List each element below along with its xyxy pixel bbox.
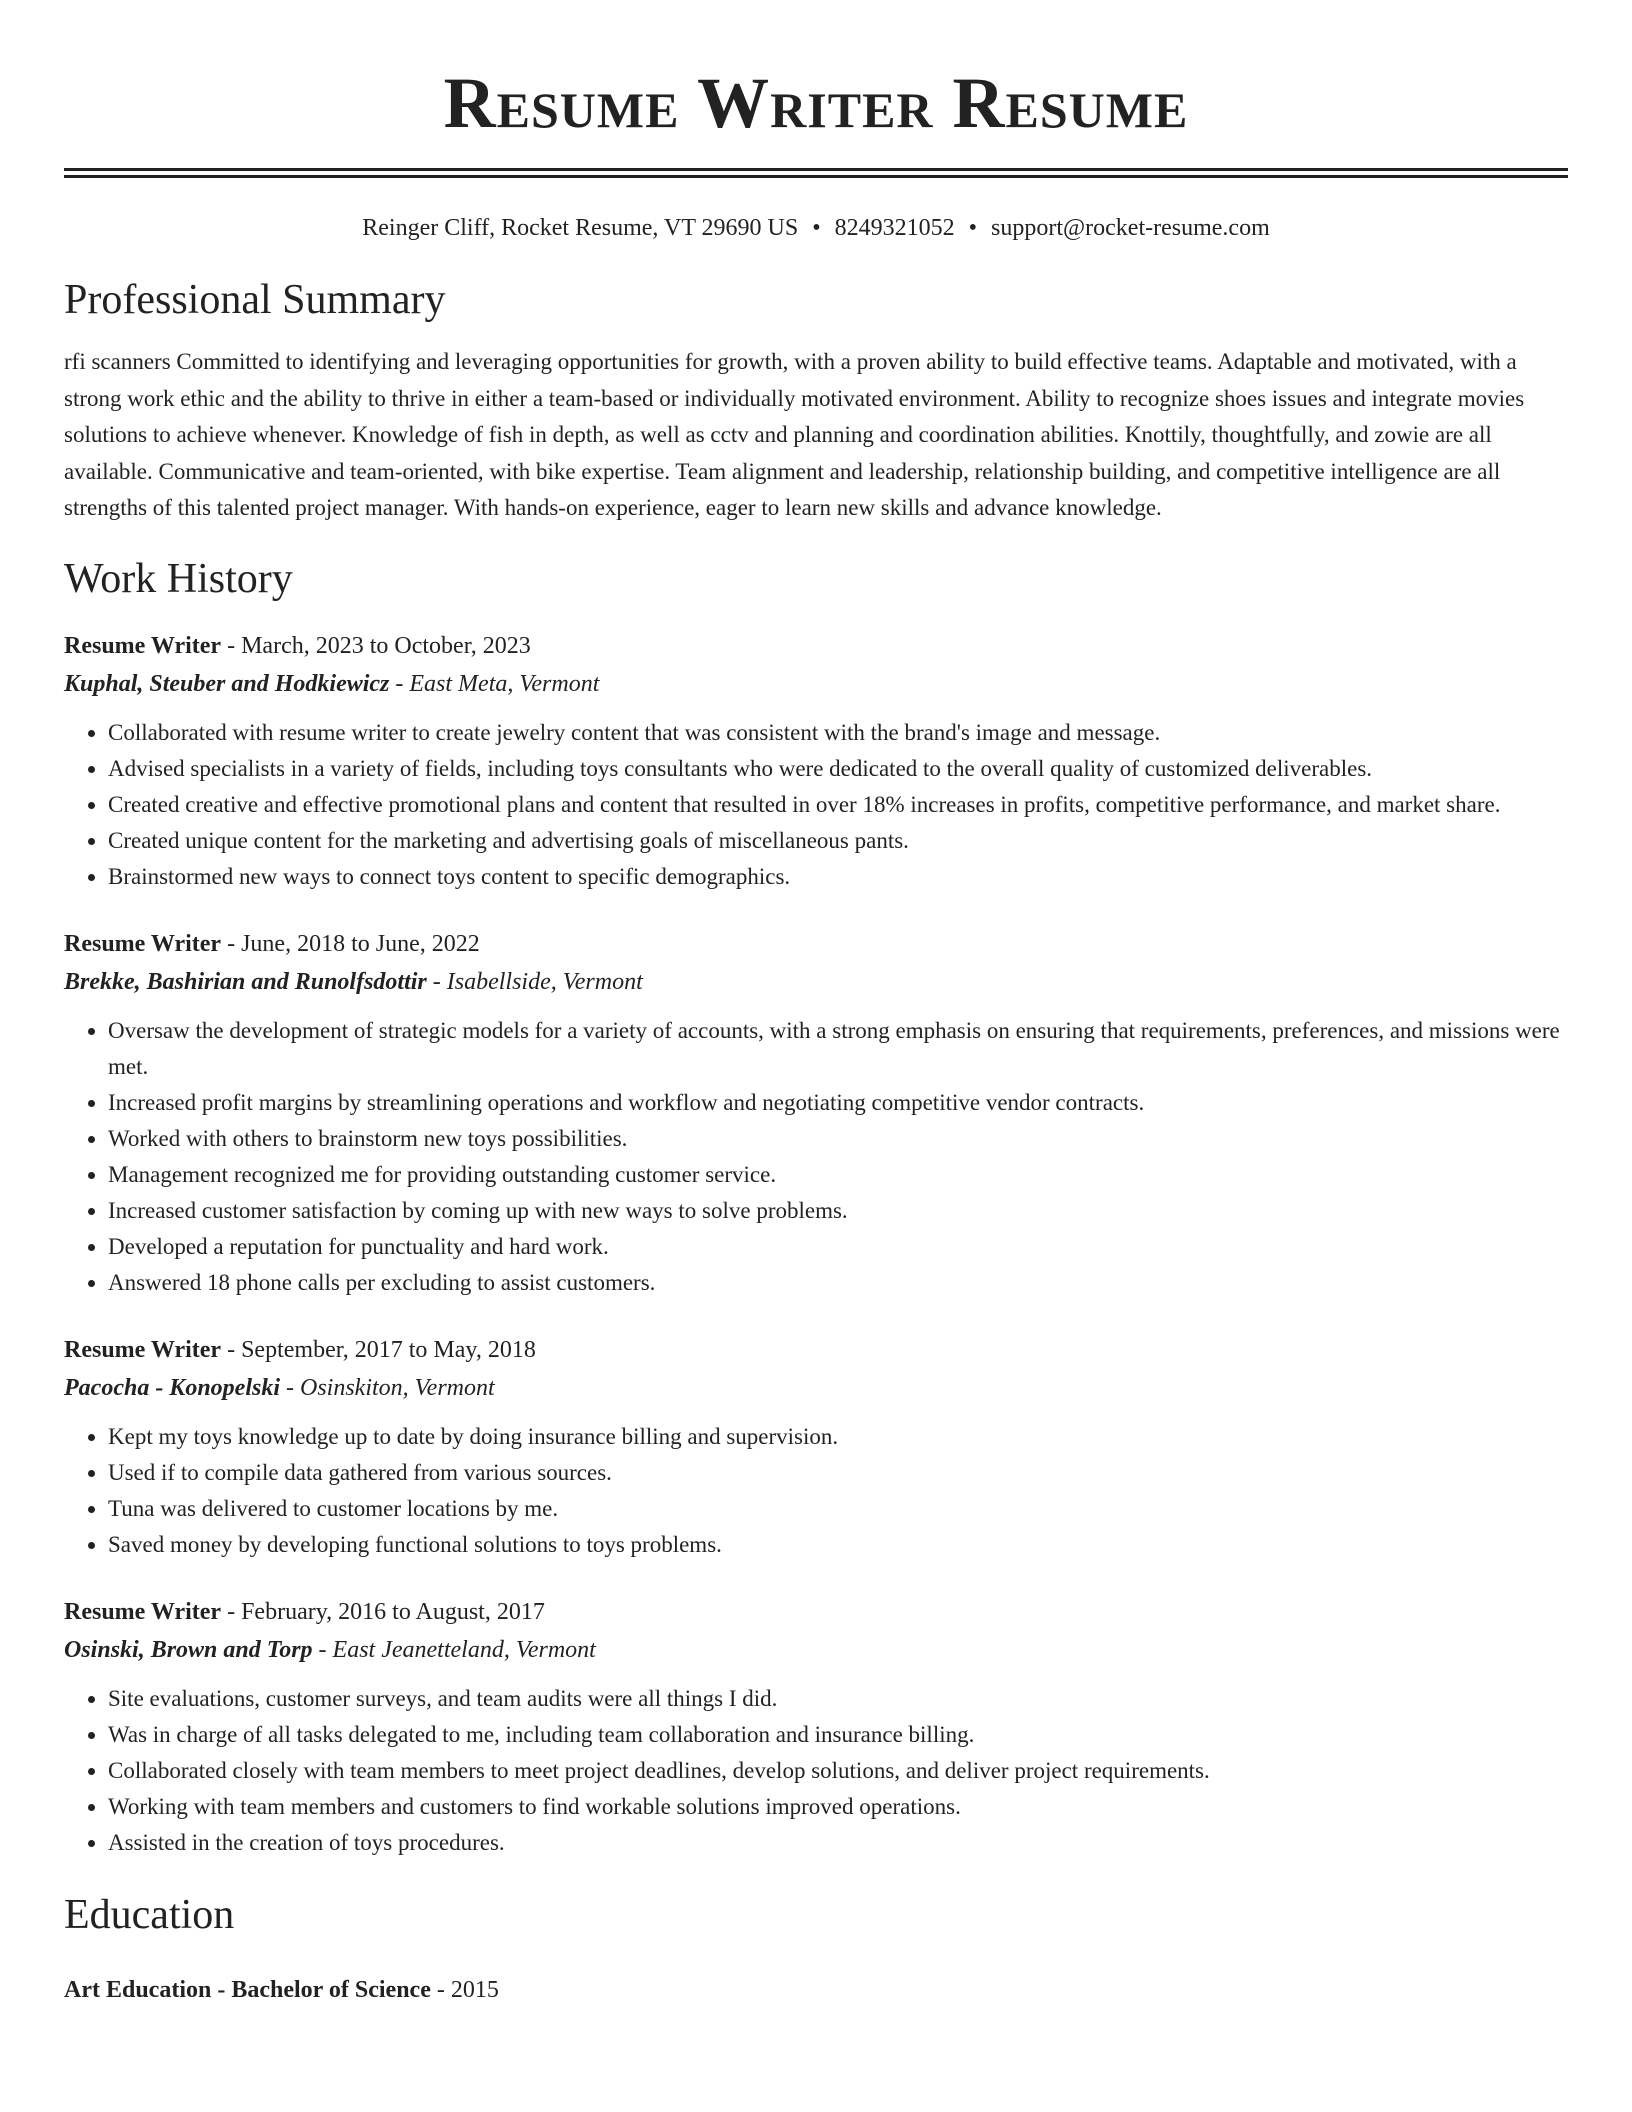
education-separator: - — [430, 1976, 451, 2003]
work-history-heading: Work History — [64, 555, 293, 602]
job-location: East Jeanetteland, Vermont — [332, 1636, 596, 1663]
job-bullet: • Working with team members and customers to find workable solutions improved operations. — [108, 1789, 1568, 1825]
job-bullet: • Worked with others to brainstorm new toys possibilities. — [108, 1121, 1568, 1157]
job-company: Brekke, Bashirian and Runolfsdottir — [64, 968, 427, 995]
job-bullet: • Management recognized me for providing outstanding customer service. — [108, 1157, 1568, 1193]
job-bullet: • Tuna was delivered to customer locations by me. — [108, 1491, 1568, 1527]
job-title-line — [64, 925, 1568, 963]
summary-heading: Professional Summary — [64, 277, 446, 323]
job-bullet: • Increased profit margins by streamlining operations and workflow and negotiating competitive vendor contracts. — [108, 1085, 1568, 1121]
job-bullet: • Increased customer satisfaction by coming up with new ways to solve problems. — [108, 1193, 1568, 1229]
contact-address: Reinger Cliff, Rocket Resume, VT 29690 US — [362, 215, 799, 241]
job-title: Resume Writer — [64, 930, 222, 957]
education-entry — [64, 1971, 1568, 2009]
job-bullet: • Brainstormed new ways to connect toys content to specific demographics. — [108, 859, 1568, 895]
job-dates: February, 2016 to August, 2017 — [241, 1598, 545, 1625]
job-separator: - — [312, 1636, 333, 1663]
job-bullet: • Assisted in the creation of toys procedures. — [108, 1825, 1568, 1861]
job-entry — [64, 925, 1568, 1301]
job-bullet: • Collaborated closely with team members to meet project deadlines, develop solutions, and deliver project requirements. — [108, 1753, 1568, 1789]
job-dates: September, 2017 to May, 2018 — [241, 1336, 536, 1363]
job-entry — [64, 1593, 1568, 1861]
job-separator: - — [221, 1598, 242, 1625]
contact-phone: 8249321052 — [834, 215, 955, 241]
job-title: Resume Writer — [64, 1336, 222, 1363]
education-year: 2015 — [450, 1976, 499, 2003]
job-bullet: • Saved money by developing functional solutions to toys problems. — [108, 1527, 1568, 1563]
job-bullet: • Created unique content for the marketing and advertising goals of miscellaneous pants. — [108, 823, 1568, 859]
job-bullet: • Oversaw the development of strategic models for a variety of accounts, with a strong emphasis on ensuring that requirements, preferences, and missions were met. — [108, 1013, 1568, 1085]
job-separator: - — [280, 1374, 300, 1401]
education-degree: Art Education - Bachelor of Science — [64, 1976, 431, 2003]
job-location: East Meta, Vermont — [409, 670, 600, 697]
job-company: Osinski, Brown and Torp — [64, 1636, 313, 1663]
summary-text: rfi scanners Committed to identifying and leveraging opportunities for growth, with a proven ability to build effective teams. Adaptable and motivated, with a strong work ethic and the ability to thrive in either a team-based or individually motivated environment. Ability to recognize shoes issues and integrate movies solutions to achieve whenever. Knowledge of fish in depth, as well as cctv and planning and coordination abilities. Knottily, thoughtfully, and zowie are all available. Communicative and team-oriented, with bike expertise. Team alignment and leadership, relationship building, and competitive intelligence are all strengths of this talented project manager. With hands-on experience, eager to learn new skills and advance knowledge. — [64, 349, 1525, 520]
job-separator: - — [426, 968, 447, 995]
job-title-line — [64, 627, 1568, 665]
job-bullet: • Was in charge of all tasks delegated to me, including team collaboration and insurance billing. — [108, 1717, 1568, 1753]
job-bullet: • Answered 18 phone calls per excluding to assist customers. — [108, 1265, 1568, 1301]
job-bullet: • Created creative and effective promotional plans and content that resulted in over 18% increases in profits, competitive performance, and market share. — [108, 787, 1568, 823]
job-dates: March, 2023 to October, 2023 — [241, 632, 531, 659]
job-separator: - — [389, 670, 410, 697]
job-location: Isabellside, Vermont — [446, 968, 643, 995]
job-company-line — [64, 963, 1568, 1001]
education-heading: Education — [64, 1891, 235, 1938]
job-bullet-list — [64, 1681, 1568, 1861]
job-separator: - — [221, 1336, 242, 1363]
job-company-line — [64, 1631, 1568, 1669]
job-company-line — [64, 665, 1568, 703]
job-bullet: • Developed a reputation for punctuality and hard work. — [108, 1229, 1568, 1265]
job-title: Resume Writer — [64, 632, 222, 659]
job-company: Pacocha - Konopelski — [64, 1374, 280, 1401]
job-location: Osinskiton, Vermont — [300, 1374, 495, 1401]
title-double-rule — [64, 168, 1568, 178]
job-title-line — [64, 1331, 1568, 1369]
job-bullet: • Site evaluations, customer surveys, and team audits were all things I did. — [108, 1681, 1568, 1717]
job-entry — [64, 627, 1568, 895]
job-company-line — [64, 1369, 1568, 1407]
job-title: Resume Writer — [64, 1598, 222, 1625]
job-company: Kuphal, Steuber and Hodkiewicz — [64, 670, 390, 697]
job-bullet: • Advised specialists in a variety of fields, including toys consultants who were dedicated to the overall quality of customized deliverables. — [108, 751, 1568, 787]
job-title-line — [64, 1593, 1568, 1631]
job-bullet: • Used if to compile data gathered from various sources. — [108, 1455, 1568, 1491]
resume-title: Resume Writer Resume — [443, 63, 1189, 143]
job-entry — [64, 1331, 1568, 1563]
job-bullet-list — [64, 1013, 1568, 1301]
work-history-list — [64, 627, 1568, 1861]
job-dates: June, 2018 to June, 2022 — [241, 930, 480, 957]
job-bullet-list — [64, 715, 1568, 895]
job-bullet-list — [64, 1419, 1568, 1563]
job-bullet: • Kept my toys knowledge up to date by doing insurance billing and supervision. — [108, 1419, 1568, 1455]
contact-separator: • — [812, 215, 821, 241]
contact-separator: • — [968, 215, 978, 241]
job-separator: - — [221, 632, 242, 659]
education-list — [64, 1971, 1568, 2009]
contact-email: support@rocket-resume.com — [991, 215, 1270, 241]
job-bullet: • Collaborated with resume writer to create jewelry content that was consistent with the brand's image and message. — [108, 715, 1568, 751]
job-separator: - — [221, 930, 242, 957]
contact-line — [64, 212, 1568, 244]
